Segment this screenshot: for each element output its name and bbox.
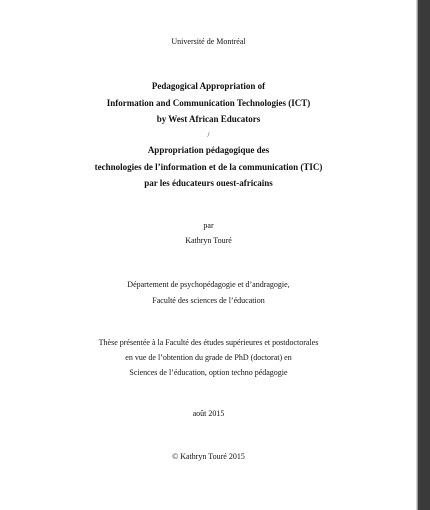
copyright-notice: © Kathryn Touré 2015	[172, 452, 245, 461]
title-en-line-1: Pedagogical Appropriation of	[151, 81, 266, 91]
thesis-statement-line-3: Sciences de l’éducation, option techno pédagogie	[129, 368, 288, 377]
author-name: Kathryn Touré	[185, 236, 232, 245]
title-separator: /	[207, 131, 210, 139]
thesis-statement-line-2: en vue de l’obtention du grade de PhD (doctorat) en	[125, 353, 292, 362]
submission-date: août 2015	[192, 409, 225, 418]
title-fr-line-1: Appropriation pédagogique des	[147, 145, 270, 155]
by-label: par	[203, 221, 214, 230]
scrollbar[interactable]	[418, 0, 430, 510]
title-fr-line-3: par les éducateurs ouest-africains	[144, 178, 273, 188]
thesis-statement-line-1: Thèse présentée à la Faculté des études supérieures et postdoctorales	[98, 338, 319, 347]
university-name: Université de Montréal	[171, 37, 246, 46]
title-en-line-3: by West African Educators	[156, 114, 261, 124]
department-line-2: Faculté des sciences de l’éducation	[152, 296, 265, 305]
title-en-line-2: Information and Communication Technologies (ICT)	[106, 98, 311, 108]
title-fr-line-2: technologies de l’information et de la communication (TIC)	[94, 162, 323, 172]
department-line-1: Département de psychopédagogie et d’andragogie,	[127, 280, 290, 289]
